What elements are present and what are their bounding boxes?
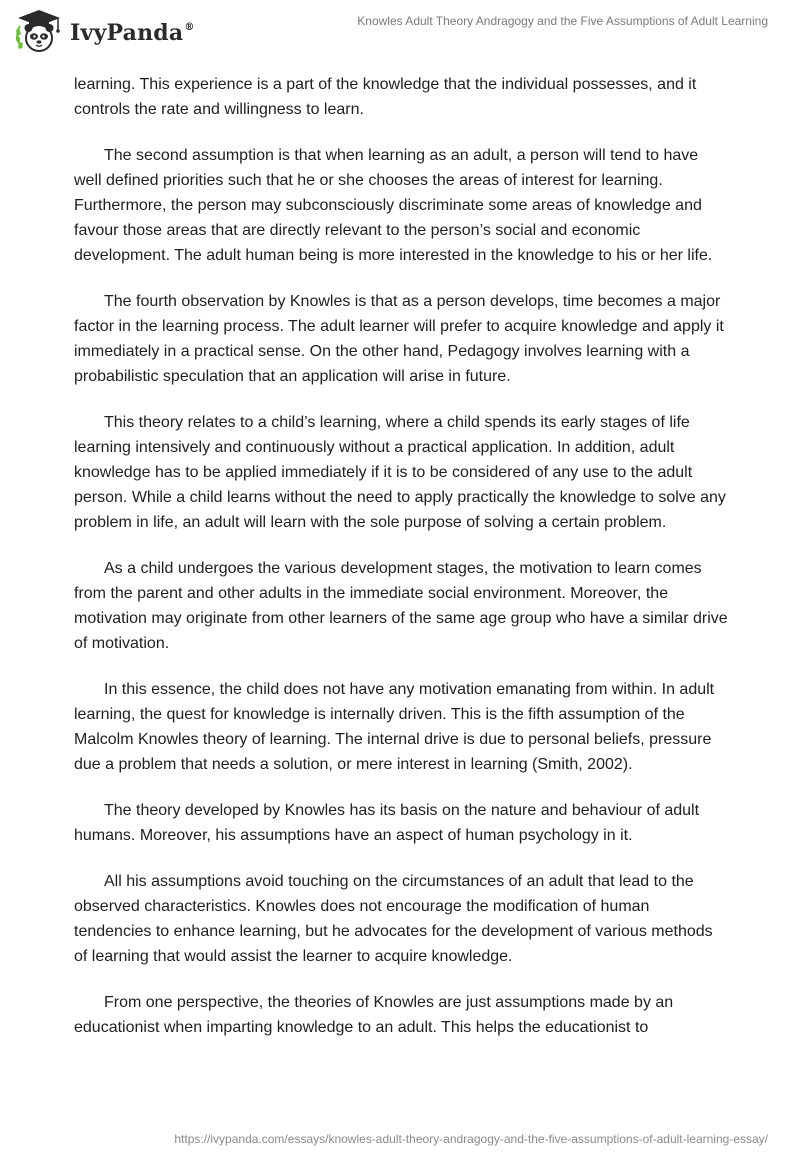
panda-graduate-icon — [14, 8, 64, 54]
paragraph-circumstances: All his assumptions avoid touching on the circumstances of an adult that lead to the observed characteristics. Knowles does not encourage the modification of human tendencies to enhance learning, but he advocates for the development of various methods of learning that would assist the learner to acquire knowledge. — [74, 873, 713, 965]
paragraph-perspective: From one perspective, the theories of Knowles are just assumptions made by an educationist when imparting knowledge to an adult. This helps the educationist to — [74, 994, 674, 1036]
page-header — [0, 0, 800, 60]
paragraph-child-learning: This theory relates to a child’s learning, where a child spends its early stages of life learning intensively and continuously without a practical application. In addition, adult knowledge has to be applied immediately if it is to be considered of any use to the adult person. While a child learns without the need to apply practically the knowledge to solve any problem in life, an adult will learn with the sole purpose of solving a certain problem. — [74, 414, 726, 531]
page-header-title: Knowles Adult Theory Andragogy and the Five Assumptions of Adult Learning — [357, 14, 768, 28]
paragraph-theory-basis: The theory developed by Knowles has its basis on the nature and behaviour of adult humans. Moreover, his assumptions have an aspect of human psychology in it. — [74, 802, 700, 844]
ivypanda-logo[interactable] — [14, 8, 214, 54]
paragraph-continued: learning. This experience is a part of the knowledge that the individual possesses, and it controls the rate and willingness to learn. — [74, 76, 697, 118]
footer-source-url[interactable]: https://ivypanda.com/essays/knowles-adult-theory-andragogy-and-the-five-assumptions-of-adult-learning-essay/ — [174, 1132, 768, 1146]
logo-wordmark: IvyPanda® — [70, 20, 195, 46]
paragraph-child-motivation: As a child undergoes the various development stages, the motivation to learn comes from the parent and other adults in the immediate social environment. Moreover, the motivation may originate from other learners of the same age group who have a similar drive of motivation. — [74, 560, 728, 652]
paragraph-fourth-observation: The fourth observation by Knowles is that as a person develops, time becomes a major factor in the learning process. The adult learner will prefer to acquire knowledge and apply it immediately in a practical sense. On the other hand, Pedagogy involves learning with a probabilistic speculation that an application will arise in future. — [74, 293, 724, 385]
paragraph-fifth-assumption: In this essence, the child does not have any motivation emanating from within. In adult learning, the quest for knowledge is internally driven. This is the fifth assumption of the Malcolm Knowles theory of learning. The internal drive is due to personal beliefs, pressure due a problem that needs a solution, or mere interest in learning (Smith, 2002). — [74, 681, 715, 773]
paragraph-second-assumption: The second assumption is that when learning as an adult, a person will tend to have well defined priorities such that he or she chooses the areas of interest for learning. Furthermore, the person may subconsciously discriminate some areas of knowledge and favour those areas that are directly relevant to the person’s social and economic development. The adult human being is more interested in the knowledge to his or her life. — [74, 147, 713, 264]
essay-body — [74, 72, 730, 1061]
